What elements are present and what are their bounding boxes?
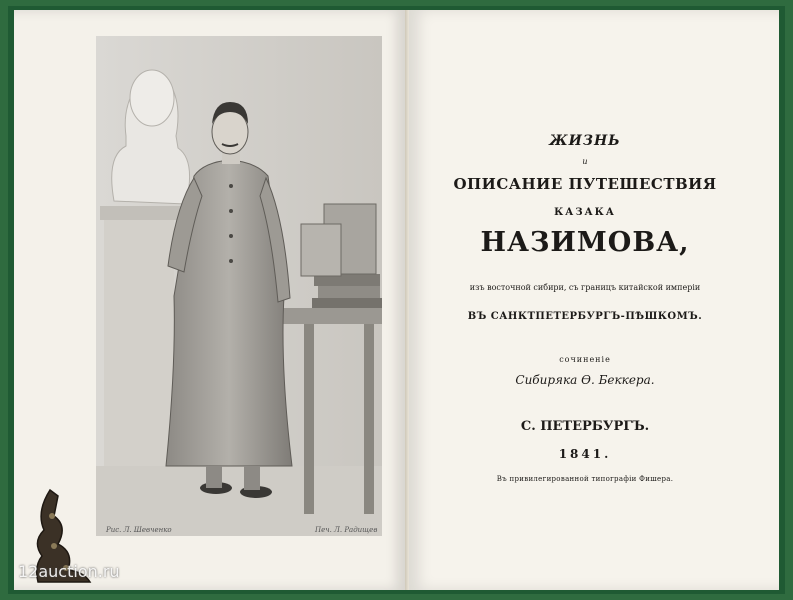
right-page — [407, 10, 779, 590]
title-line-origin: изъ восточной сибири, съ границъ китайской имперіи — [469, 283, 701, 292]
title-line-printer: Въ привилегированной типографіи Фишера. — [496, 475, 674, 483]
title-line-nazimov: НАЗИМОВА, — [480, 227, 690, 258]
title-line-cossack: КАЗАКА — [554, 207, 616, 218]
title-line-author: Сибиряка Ѳ. Беккера. — [515, 373, 655, 387]
title-line-life: ЖИЗНЬ — [549, 133, 621, 149]
title-line-year: 1841. — [558, 447, 612, 461]
watermark: 12auction.ru — [18, 562, 120, 581]
book-gutter — [405, 10, 409, 590]
portrait-illustration — [96, 36, 382, 536]
title-line-destination: ВЪ САНКТПЕТЕРБУРГЪ-ПѢШКОМЪ. — [467, 311, 703, 322]
frontispiece-plate — [96, 36, 382, 536]
plate-caption-printer: Печ. Л. Радищев — [315, 526, 378, 534]
title-line-composition: сочиненіе — [559, 355, 611, 364]
title-line-city: С. ПЕТЕРБУРГЪ. — [520, 419, 650, 434]
title-line-description: ОПИСАНИЕ ПУТЕШЕСТВИЯ — [453, 175, 717, 193]
plate-caption-artist: Рис. Л. Шевченко — [106, 526, 172, 534]
title-line-and: и — [582, 157, 588, 166]
